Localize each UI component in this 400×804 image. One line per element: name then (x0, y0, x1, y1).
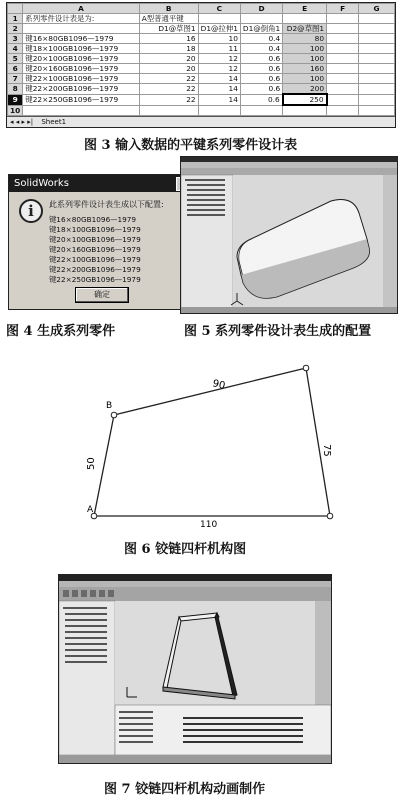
table-cell[interactable] (240, 14, 282, 24)
info-icon: i (19, 199, 43, 223)
table-cell[interactable]: 18 (139, 44, 198, 54)
config-item: 键22×250GB1096—1979 (49, 275, 141, 284)
table-row (8, 94, 395, 105)
figure-6-caption: 图 6 铰链四杆机构图 (124, 542, 247, 557)
table-cell[interactable] (359, 84, 395, 95)
table-cell[interactable] (327, 14, 359, 24)
table-cell[interactable]: D1@草图1 (139, 24, 198, 34)
sheet-nav-arrows-icon[interactable]: ◂ ◂ ▸ ▸| (10, 118, 34, 126)
table-cell[interactable] (327, 74, 359, 84)
table-cell[interactable]: 100 (283, 74, 327, 84)
status-bar (181, 307, 397, 313)
table-row (8, 44, 395, 54)
dimension-label-ad: 110 (200, 520, 218, 530)
figure-3-caption: 图 3 输入数据的平键系列零件设计表 (84, 138, 298, 153)
table-cell[interactable]: 键20×100GB1096—1979 (23, 54, 139, 64)
table-row (8, 105, 395, 116)
table-cell[interactable]: 80 (283, 34, 327, 44)
table-row (8, 54, 395, 64)
figure-5-caption: 图 5 系列零件设计表生成的配置 (184, 324, 372, 339)
corner-cell[interactable] (8, 4, 23, 14)
config-item: 键22×200GB1096—1979 (49, 265, 141, 274)
table-cell[interactable]: 100 (283, 44, 327, 54)
row-header[interactable]: 1 (8, 14, 23, 24)
table-cell[interactable] (327, 84, 359, 95)
dialog-message: 此系列零件设计表生成以下配置: (49, 200, 164, 209)
table-cell[interactable] (327, 94, 359, 105)
dialog-title: SolidWorks (14, 178, 69, 189)
dimension-label-cd: 75 (321, 444, 332, 457)
table-cell[interactable]: 22 (139, 94, 198, 105)
row-header[interactable]: 8 (8, 84, 23, 95)
table-cell[interactable] (359, 94, 395, 105)
table-cell[interactable] (359, 64, 395, 74)
cad-titlebar (181, 157, 397, 162)
figure-7-caption: 图 7 铰链四杆机构动画制作 (104, 782, 266, 797)
cad-window-graphic (181, 157, 397, 313)
table-cell[interactable]: 系列零件设计表是为: (23, 14, 139, 24)
table-cell[interactable]: 10 (198, 34, 240, 44)
table-row (8, 24, 395, 34)
table-cell[interactable]: 键18×100GB1096—1979 (23, 44, 139, 54)
cad-menubar[interactable] (181, 162, 397, 168)
table-cell[interactable]: 键22×100GB1096—1979 (23, 74, 139, 84)
ok-button[interactable]: 确定 (75, 287, 129, 303)
table-cell[interactable] (139, 105, 198, 116)
column-header-row (8, 4, 395, 14)
cad-configuration-screenshot (180, 156, 398, 314)
figure-4-caption: 图 4 生成系列零件 (6, 324, 116, 339)
table-cell[interactable]: D1@拉伸1 (198, 24, 240, 34)
dialog-titlebar (9, 175, 195, 192)
table-cell[interactable]: 16 (139, 34, 198, 44)
mechanism-drawing (70, 360, 340, 530)
table-cell[interactable]: 键20×160GB1096—1979 (23, 64, 139, 74)
column-header[interactable]: F (327, 4, 359, 14)
table-row (8, 84, 395, 95)
animation-window-graphic (59, 575, 331, 763)
table-cell[interactable]: 14 (198, 84, 240, 95)
column-header[interactable]: B (139, 4, 198, 14)
app-titlebar (59, 575, 331, 581)
row-header[interactable]: 2 (8, 24, 23, 34)
four-bar-mechanism-diagram (70, 360, 340, 530)
table-cell[interactable] (359, 24, 395, 34)
column-header[interactable]: D (240, 4, 282, 14)
config-item: 键16×80GB1096—1979 (49, 215, 137, 224)
table-cell[interactable] (359, 105, 395, 116)
mechanism-links (94, 368, 330, 516)
table-cell[interactable] (359, 44, 395, 54)
table-cell[interactable]: 22 (139, 84, 198, 95)
table-cell[interactable]: 0.6 (240, 54, 282, 64)
table-cell[interactable]: 0.6 (240, 74, 282, 84)
table-cell[interactable] (327, 34, 359, 44)
table-cell[interactable]: 12 (198, 54, 240, 64)
table-cell[interactable] (198, 14, 240, 24)
row-header[interactable]: 10 (8, 105, 23, 116)
table-cell[interactable]: 0.6 (240, 64, 282, 74)
table-cell[interactable] (23, 105, 139, 116)
column-header[interactable]: A (23, 4, 139, 14)
table-cell[interactable]: 12 (198, 64, 240, 74)
status-bar (59, 755, 331, 763)
table-cell[interactable] (327, 54, 359, 64)
cad-toolbar[interactable] (181, 168, 397, 175)
dimension-label-bc: 90 (211, 378, 227, 392)
mechanism-animation-screenshot (58, 574, 332, 764)
table-cell[interactable]: D1@倒角1 (240, 24, 282, 34)
table-cell[interactable]: 键16×80GB1096—1979 (23, 34, 139, 44)
table-cell[interactable] (283, 14, 327, 24)
config-item: 键20×100GB1096—1979 (49, 235, 141, 244)
spreadsheet-grid (7, 3, 395, 116)
table-cell[interactable]: 键22×200GB1096—1979 (23, 84, 139, 95)
table-cell[interactable] (359, 74, 395, 84)
table-cell[interactable] (283, 105, 327, 116)
column-header[interactable]: G (359, 4, 395, 14)
table-cell[interactable] (327, 24, 359, 34)
table-cell[interactable] (359, 34, 395, 44)
row-header[interactable]: 6 (8, 64, 23, 74)
point-label-b: B (106, 401, 113, 411)
config-item: 键20×160GB1096—1979 (49, 245, 141, 254)
table-row (8, 14, 395, 24)
table-cell[interactable]: 14 (198, 74, 240, 84)
app-menubar[interactable] (59, 581, 331, 587)
table-cell[interactable]: 0.4 (240, 44, 282, 54)
table-cell[interactable]: 14 (198, 94, 240, 105)
table-row (8, 74, 395, 84)
config-item: 键18×100GB1096—1979 (49, 225, 141, 234)
design-table-spreadsheet (6, 2, 396, 128)
table-cell[interactable]: D2@草图1 (283, 24, 327, 34)
dimension-label-ab: 50 (86, 457, 97, 470)
table-cell[interactable] (198, 105, 240, 116)
table-cell[interactable] (23, 24, 139, 34)
table-row (8, 34, 395, 44)
table-cell[interactable]: 160 (283, 64, 327, 74)
column-header[interactable]: E (283, 4, 327, 14)
task-pane[interactable] (383, 175, 397, 307)
configuration-dialog (8, 174, 196, 310)
sheet-tab-bar (7, 116, 395, 127)
table-cell[interactable] (327, 64, 359, 74)
table-cell[interactable]: 0.4 (240, 34, 282, 44)
table-cell[interactable]: 22 (139, 74, 198, 84)
table-cell[interactable]: 0.6 (240, 84, 282, 95)
table-cell[interactable]: A型普通平键 (139, 14, 198, 24)
point-label-a: A (87, 505, 94, 515)
row-header[interactable]: 7 (8, 74, 23, 84)
table-cell[interactable]: 200 (283, 84, 327, 95)
table-cell[interactable] (327, 44, 359, 54)
table-cell[interactable]: 20 (139, 64, 198, 74)
row-header[interactable]: 5 (8, 54, 23, 64)
row-header[interactable]: 4 (8, 44, 23, 54)
table-cell[interactable] (240, 105, 282, 116)
column-header[interactable]: C (198, 4, 240, 14)
active-cell[interactable]: 250 (283, 94, 327, 105)
table-cell[interactable]: 键22×250GB1096—1979 (23, 94, 139, 105)
table-cell[interactable]: 0.6 (240, 94, 282, 105)
table-row (8, 64, 395, 74)
sheet-tab[interactable]: Sheet1 (41, 118, 67, 126)
table-cell[interactable]: 100 (283, 54, 327, 64)
table-cell[interactable]: 20 (139, 54, 198, 64)
feature-tree-panel[interactable] (59, 601, 115, 755)
row-header[interactable]: 9 (8, 94, 23, 105)
table-cell[interactable] (327, 105, 359, 116)
row-header[interactable]: 3 (8, 34, 23, 44)
table-cell[interactable]: 11 (198, 44, 240, 54)
config-item: 键22×100GB1096—1979 (49, 255, 141, 264)
table-cell[interactable] (359, 14, 395, 24)
task-pane[interactable] (315, 601, 331, 705)
table-cell[interactable] (359, 54, 395, 64)
